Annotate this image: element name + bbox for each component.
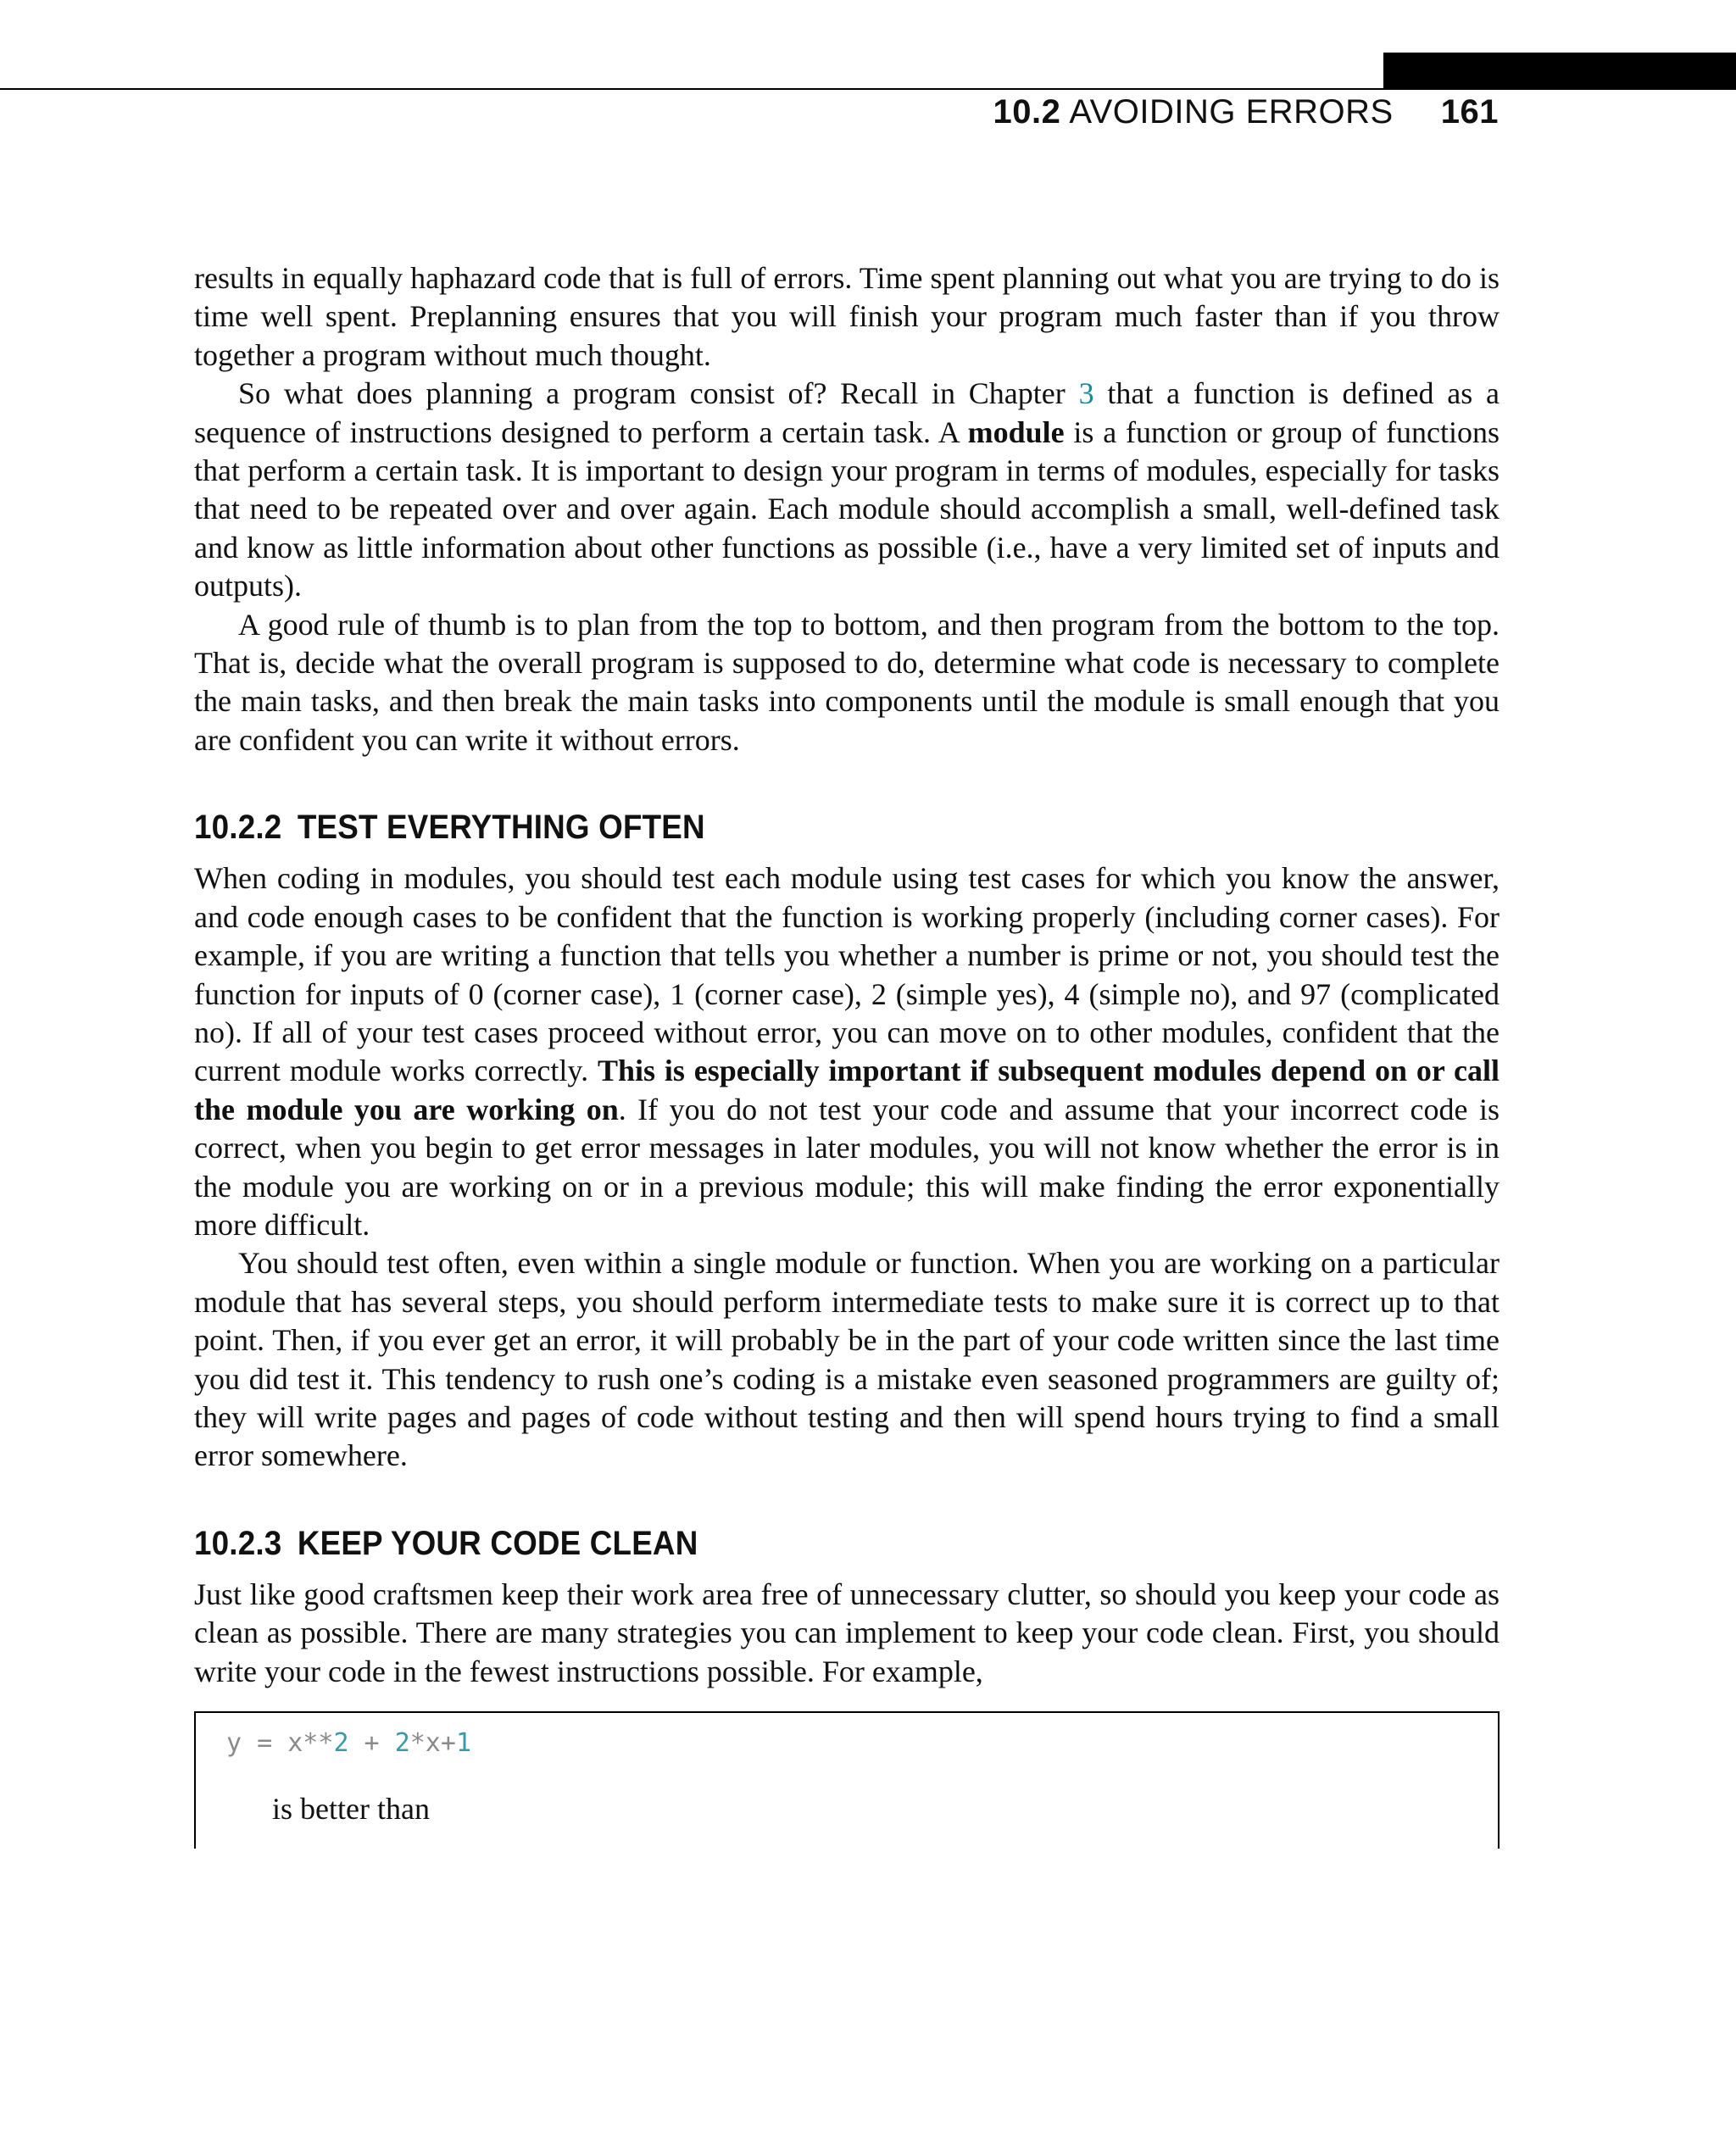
code-example-box bbox=[194, 1711, 1500, 1849]
code-number: 2 bbox=[333, 1728, 349, 1758]
bold-emphasis: This is especially important if subsequent modules depend on or call the module you are working on bbox=[194, 1054, 1500, 1126]
text-run: . If you do not test your code and assume that your incorrect code is correct, when you begin to get error messages in later modules, you will not know whether the error is in the module you are working on or in a previous module; this will make finding the error exponentially more difficult. bbox=[194, 1092, 1500, 1242]
paragraph-planning bbox=[194, 375, 1500, 605]
term-module: module bbox=[967, 414, 1065, 449]
paragraph-clean-code: Just like good craftsmen keep their work area free of unnecessary clutter, so should you keep your code as clean as possible. There are many strategies you can implement to keep your code clean. First, you should write your code in the fewest instructions possible. For example, bbox=[194, 1577, 1500, 1688]
code-token: y = x** bbox=[226, 1728, 334, 1758]
paragraph-test-often: You should test often, even within a single module or function. When you are working on a particular module that has several steps, you should perform intermediate tests to make sure it is correct up to that point. Then, if you ever get an error, it will probably be in the part of your code written since the last time you did test it. This tendency to rush one’s coding is a mistake even seasoned programmers are guilty of; they will write pages and pages of code without testing and then will spend hours trying to find a small error somewhere. bbox=[194, 1246, 1500, 1473]
section-title: TEST EVERYTHING OFTEN bbox=[297, 809, 705, 847]
section-heading-test-everything bbox=[194, 805, 1395, 849]
running-head-section-title: AVOIDING ERRORS bbox=[1069, 93, 1394, 131]
page-body bbox=[194, 259, 1500, 1849]
text-run: So what does planning a program consist of? Recall in Chapter bbox=[238, 376, 1079, 411]
page-number: 161 bbox=[1440, 93, 1499, 131]
paragraph-continuation: results in equally haphazard code that is full of errors. Time spent planning out what you are trying to do is time well spent. Preplanning ensures that you will finish your program much faster than if you throw together a program without much thought. bbox=[194, 261, 1500, 372]
paragraph-rule-of-thumb: A good rule of thumb is to plan from the top to bottom, and then program from the bottom to the top. That is, decide what the overall program is supposed to do, determine what code is necessary to complete the main tasks, and then break the main tasks into components until the module is small enough that you are confident you can write it without errors. bbox=[194, 607, 1500, 757]
text-run: that a function is defined as a sequence of instructions designed to perform a certain task. A bbox=[194, 376, 1500, 449]
code-number: 1 bbox=[455, 1728, 471, 1758]
section-heading-clean-code bbox=[194, 1521, 1395, 1565]
chapter-link[interactable]: 3 bbox=[1078, 376, 1094, 411]
code-token: *x+ bbox=[409, 1728, 456, 1758]
running-head bbox=[993, 93, 1499, 131]
header-tab-bar bbox=[1383, 53, 1736, 90]
header-rule bbox=[0, 88, 1736, 90]
running-head-section-number: 10.2 bbox=[993, 93, 1061, 131]
section-title: KEEP YOUR CODE CLEAN bbox=[297, 1524, 698, 1562]
section-number: 10.2.2 bbox=[194, 809, 282, 847]
code-line bbox=[226, 1728, 471, 1758]
code-box-caption: is better than bbox=[272, 1792, 430, 1826]
code-token: + bbox=[348, 1728, 395, 1758]
paragraph-test-modules bbox=[194, 859, 1500, 1244]
code-number: 2 bbox=[394, 1728, 410, 1758]
text-run: is a function or group of functions that perform a certain task. It is important to design your program in terms of modules, especially for tasks that need to be repeated over and over again. Each module should accomplish a small, well-defined task and know as little information about other functions as possible (i.e., have a very limited set of inputs and outputs). bbox=[194, 414, 1500, 603]
section-number: 10.2.3 bbox=[194, 1524, 282, 1562]
text-run: When coding in modules, you should test each module using test cases for which you know the answer, and code enough cases to be confident that the function is working properly (including corner cases). For example, if you are writing a function that tells you whether a number is prime or not, you should test the function for inputs of 0 (corner case), 1 (corner case), 2 (simple yes), 4 (simple no), and 97 (complicated no). If all of your test cases proceed without error, you can move on to other modules, confident that the current module works correctly. bbox=[194, 861, 1500, 1088]
